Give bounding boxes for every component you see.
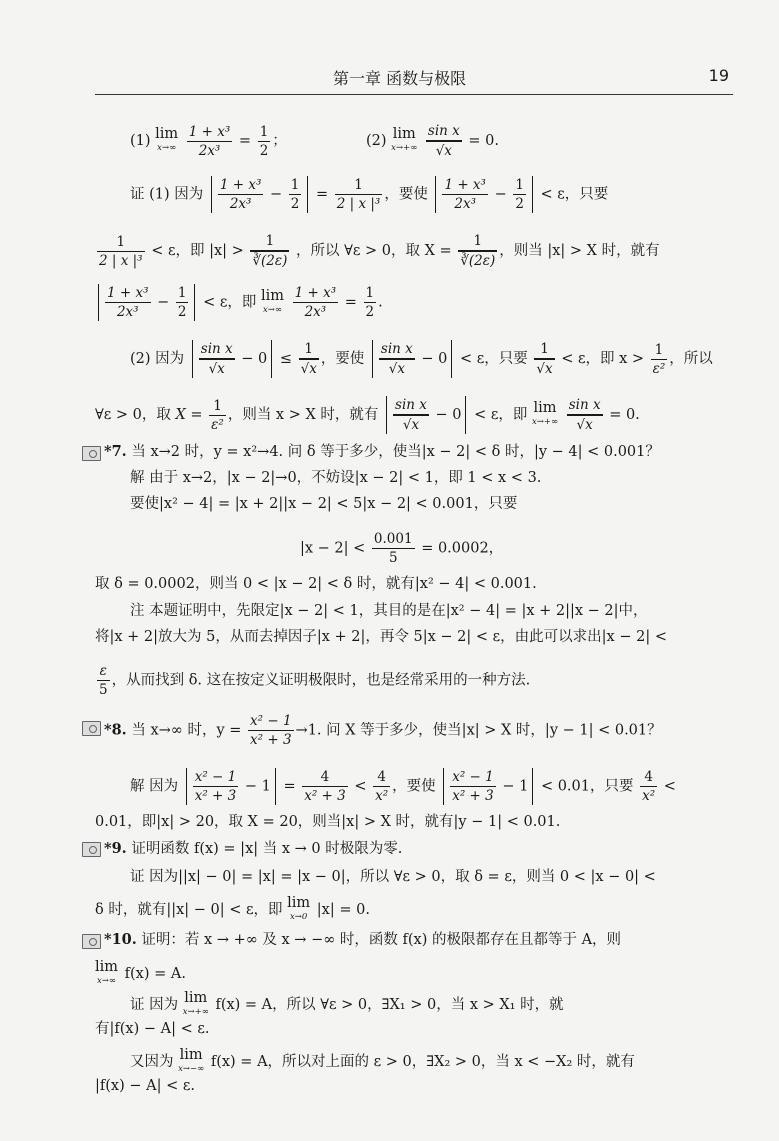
equation-line-1: (1) lim x→∞ $\frac{\text{1 + x³}}{\text{2x³}}$ = $\frac{1}{2}$ ； (2) lim x→+∞ $\frac{\text{sin x}}{√x}$ = 0.	[130, 123, 499, 159]
limit-op: lim x→+∞	[391, 126, 418, 153]
absolute-value: $\frac{\text{1 + x³}}{\text{2x³}}$ − $\frac{1}{2}$	[211, 176, 308, 213]
note-line: 将|x + 2|放大为 5，从而去掉因子|x + 2|，再令 5|x − 2| < ε，由此可以求出|x − 2| <	[95, 629, 667, 645]
fraction: $\frac{\text{sin x}}{√x}$	[427, 123, 460, 159]
solution-line: 要使|x² − 4| = |x + 2||x − 2| < 5|x − 2| < 0.001，只要	[130, 496, 518, 512]
page-number: 19	[708, 66, 729, 85]
solution-line: 证 因为||x| − 0| = |x| = |x − 0|，所以 ∀ε > 0，取 δ = ε，则当 0 < |x − 0| <	[130, 869, 656, 885]
lecture-video-icon[interactable]	[82, 446, 101, 461]
solution-line: 解 由于 x→2，|x − 2|→0，不妨设|x − 2| < 1，即 1 < x < 3.	[130, 470, 542, 486]
problem-10: *10. 证明：若 x → +∞ 及 x → −∞ 时，函数 f(x) 的极限都存在且都等于 A，则	[104, 931, 622, 948]
lecture-video-icon[interactable]	[82, 721, 101, 736]
solution-line: 证 因为 lim x→+∞ f(x) = A，所以 ∀ε > 0，∃X₁ > 0，当 x > X₁ 时，就	[130, 990, 564, 1017]
fraction: $\frac{\text{1 + x³}}{\text{2x³}}$	[188, 123, 231, 159]
proof-line: $\frac{\text{1 + x³}}{\text{2x³}}$ − $\frac{1}{2}$ < ε，即 lim x→∞ $\frac{\text{1 + x³}}{\text{2x³}}$ = $\frac{1}{2}$ .	[95, 284, 383, 321]
solution-line: |x − 2| < $\frac{0.001}{5}$ = 0.0002，	[300, 531, 504, 566]
proof-line: 证 (1) 因为 $\frac{\text{1 + x³}}{\text{2x³}}$ − $\frac{1}{2}$ = $\frac{1}{\text{2 | x |³}}$ ，要使 $\frac{\text{1 + x³}}{\text{2x³}}$ − $\frac{1}{2}$ < ε，只要	[130, 177, 609, 212]
solution-line: 0.01，即|x| > 20，取 X = 20，则当|x| > X 时，就有|y − 1| < 0.01.	[95, 814, 561, 830]
limit-op: lim x→∞	[155, 126, 179, 153]
proof-line: (2) 因为 $\frac{\text{sin x}}{√x}$ − 0 ≤ $\frac{1}{√x}$ ，要使 $\frac{\text{sin x}}{√x}$ − 0 < ε，只要 $\frac{1}{√x}$ < ε，即 x > $\frac{1}{\text{ε²}}$ ，所以	[130, 341, 713, 377]
fraction: $\frac{1}{2}$	[259, 123, 269, 159]
problem-7: *7. 当 x→2 时，y = x²→4. 问 δ 等于多少，使当|x − 2| < δ 时，|y − 4| < 0.001？	[104, 443, 660, 460]
lecture-video-icon[interactable]	[82, 934, 101, 949]
problem-line: lim x→∞ f(x) = A.	[95, 959, 186, 986]
solution-line: 有|f(x) − A| < ε.	[95, 1021, 210, 1037]
solution-line: |f(x) − A| < ε.	[95, 1078, 195, 1094]
note-line: $\frac{\varepsilon}{5}$ ，从而找到 δ. 这在按定义证明极限时，也是经常采用的一种方法.	[99, 663, 531, 698]
problem-8: *8. 当 x→∞ 时，y = $\frac{\text{x² − 1}}{\text{x² + 3}}$ →1. 问 X 等于多少，使当|x| > X 时，|y − 1| < 0.01？	[104, 713, 662, 748]
lecture-video-icon[interactable]	[82, 842, 101, 857]
chapter-title: 第一章 函数与极限	[333, 69, 467, 88]
item-label: (2)	[366, 133, 387, 149]
solution-line: 解 因为 $\frac{\text{x² − 1}}{\text{x² + 3}}$ − 1 = $\frac{4}{\text{x² + 3}}$ < $\frac{4}{\text{x²}}$ ，要使 $\frac{\text{x² − 1}}{\text{x² + 3}}$ − 1 < 0.01，只要 $\frac{4}{\text{x²}}$ <	[130, 769, 676, 804]
proof-line: ∀ε > 0，取 X = $\frac{1}{\text{ε²}}$ ，则当 x > X 时，就有 $\frac{\text{sin x}}{√x}$ − 0 < ε，即 lim x→+∞ $\frac{\text{sin x}}{√x}$ = 0.	[95, 397, 640, 433]
solution-line: 取 δ = 0.0002，则当 0 < |x − 2| < δ 时，就有|x² − 4| < 0.001.	[95, 576, 537, 592]
solution-line: 又因为 lim x→−∞ f(x) = A，所以对上面的 ε > 0，∃X₂ > 0，当 x < −X₂ 时，就有	[130, 1047, 635, 1074]
item-label: (1)	[130, 133, 151, 149]
note-line: 注 本题证明中，先限定|x − 2| < 1，其目的是在|x² − 4| = |x + 2||x − 2|中，	[130, 603, 648, 619]
problem-9: *9. 证明函数 f(x) = |x| 当 x → 0 时极限为零.	[104, 840, 403, 857]
page-header	[95, 60, 733, 95]
solution-line: δ 时，就有||x| − 0| < ε，即 lim x→0 |x| = 0.	[95, 895, 370, 922]
proof-line: $\frac{1}{\text{2 | x |³}}$ < ε，即 |x| > $\frac{1}{∛(2\varepsilon)}$ ，所以 ∀ε > 0，取 X = $\frac{1}{∛(2\varepsilon)}$ ，则当 |x| > X 时，就有	[99, 233, 660, 269]
